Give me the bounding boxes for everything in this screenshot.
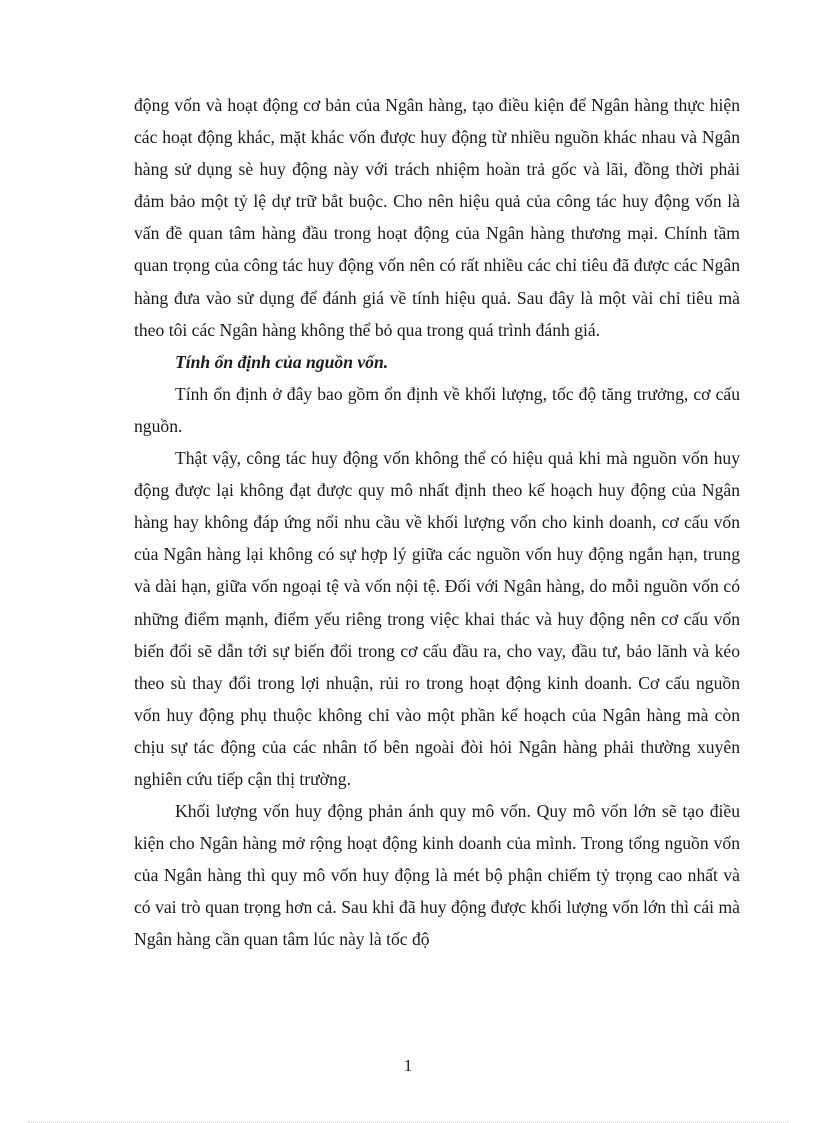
section-heading: Tính ổn định của nguồn vốn.: [175, 351, 389, 372]
page-content: [134, 89, 740, 956]
paragraph-intro-continued: động vốn và hoạt động cơ bản của Ngân hàng, tạo điều kiện để Ngân hàng thực hiện các hoạt động khác, mặt khác vốn được huy động từ nhiều nguồn khác nhau và Ngân hàng sử dụng sè huy động này với trách nhiệm hoàn trả gốc và lãi, đồng thời phải đảm bảo một tỷ lệ dự trữ bắt buộc. Cho nên hiệu quả của công tác huy động vốn là vấn đề quan tâm hàng đầu trong hoạt động của Ngân hàng thương mại. Chính tầm quan trọng của công tác huy động vốn nên có rất nhiều các chỉ tiêu đã được các Ngân hàng đưa vào sử dụng để đánh giá về tính hiệu quả. Sau đây là một vài chỉ tiêu mà theo tôi các Ngân hàng không thể bỏ qua trong quá trình đánh giá.: [134, 95, 740, 340]
paragraph-capital-structure: Thật vậy, công tác huy động vốn không thể có hiệu quả khi mà nguồn vốn huy động được lại không đạt được quy mô nhất định theo kế hoạch huy động của Ngân hàng hay không đáp ứng nổi nhu cầu về khối lượng vốn cho kinh doanh, cơ cấu vốn của Ngân hàng lại không có sự hợp lý giữa các nguồn vốn huy động ngắn hạn, trung và dài hạn, giữa vốn ngoại tệ và vốn nội tệ. Đối với Ngân hàng, do mỗi nguồn vốn có những điểm mạnh, điểm yếu riêng trong việc khai thác và huy động nên cơ cấu vốn biến đổi sẽ dẫn tới sự biến đổi trong cơ cấu đầu ra, cho vay, đầu tư, bảo lãnh và kéo theo sù thay đổi trong lợi nhuận, rủi ro trong hoạt động kinh doanh. Cơ cấu nguồn vốn huy động phụ thuộc không chỉ vào một phần kế hoạch của Ngân hàng mà còn chịu sự tác động của các nhân tố bên ngoài đòi hỏi Ngân hàng phải thường xuyên nghiên cứu tiếp cận thị trường.: [134, 448, 740, 789]
page-number: 1: [403, 1056, 413, 1075]
paragraph-stability-definition: Tính ổn định ở đây bao gồm ổn định về khối lượng, tốc độ tăng trưởng, cơ cấu nguồn.: [134, 383, 740, 436]
paragraph-capital-volume: Khối lượng vốn huy động phản ánh quy mô vốn. Quy mô vốn lớn sẽ tạo điều kiện cho Ngân hàng mở rộng hoạt động kinh doanh của mình. Trong tổng nguồn vốn của Ngân hàng thì quy mô vốn huy động là mét bộ phận chiếm tỷ trọng cao nhất và có vai trò quan trọng hơn cả. Sau khi đã huy động được khối lượng vốn lớn thì cái mà Ngân hàng cần quan tâm lúc này là tốc độ: [134, 801, 740, 950]
